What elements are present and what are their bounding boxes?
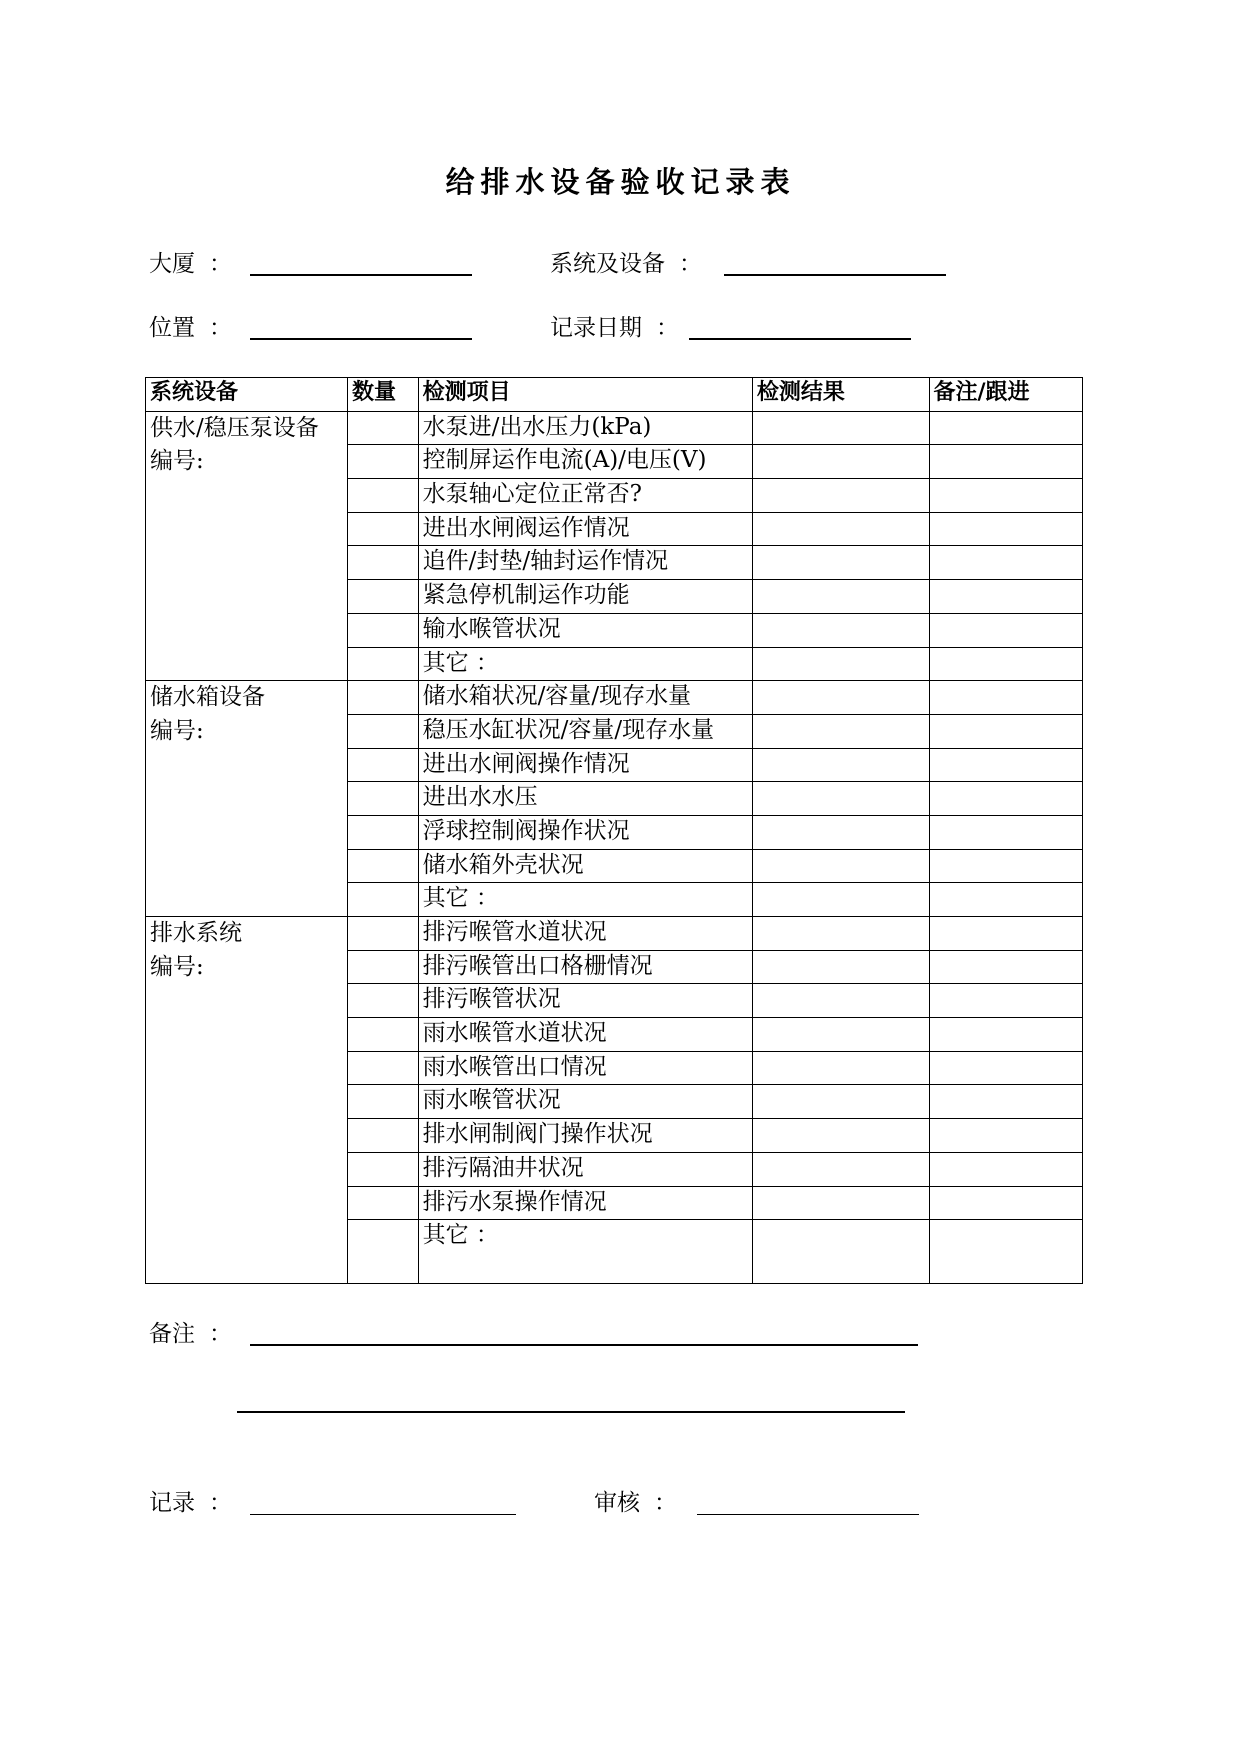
remarks-cell[interactable] bbox=[929, 681, 1083, 715]
recorder-colon: ： bbox=[209, 1490, 232, 1516]
check-result-cell[interactable] bbox=[752, 917, 929, 951]
check-item-cell: 排污喉管出口格栅情况 bbox=[418, 950, 752, 984]
check-item-cell: 进出水水压 bbox=[418, 782, 752, 816]
remarks-cell[interactable] bbox=[929, 512, 1083, 546]
check-item-cell: 排水闸制阀门操作状况 bbox=[418, 1119, 752, 1153]
reviewer-colon: ： bbox=[654, 1490, 677, 1516]
system-colon: ： bbox=[679, 251, 702, 277]
quantity-cell[interactable] bbox=[347, 782, 418, 816]
building-field bbox=[149, 246, 472, 278]
remarks-cell[interactable] bbox=[929, 815, 1083, 849]
location-input-line[interactable] bbox=[250, 336, 472, 340]
check-item-cell: 追件/封垫/轴封运作情况 bbox=[418, 546, 752, 580]
equipment-code-label: 编号: bbox=[150, 953, 204, 980]
check-result-cell[interactable] bbox=[752, 849, 929, 883]
notes-input-line-1[interactable] bbox=[250, 1344, 918, 1346]
recorder-field bbox=[149, 1485, 516, 1517]
check-item-cell: 雨水喉管出口情况 bbox=[418, 1051, 752, 1085]
quantity-cell[interactable] bbox=[347, 411, 418, 445]
date-field bbox=[550, 310, 911, 342]
remarks-cell[interactable] bbox=[929, 1152, 1083, 1186]
check-item-cell: 储水箱外壳状况 bbox=[418, 849, 752, 883]
check-item-cell: 其它 ： bbox=[418, 1220, 752, 1284]
check-result-cell[interactable] bbox=[752, 1119, 929, 1153]
system-name: 供水/稳压泵设备 bbox=[150, 414, 319, 441]
check-result-cell[interactable] bbox=[752, 714, 929, 748]
system-input-line[interactable] bbox=[724, 272, 946, 276]
quantity-cell[interactable] bbox=[347, 1220, 418, 1284]
check-result-cell[interactable] bbox=[752, 815, 929, 849]
check-item-cell: 稳压水缸状况/容量/现存水量 bbox=[418, 714, 752, 748]
quantity-cell[interactable] bbox=[347, 1119, 418, 1153]
check-item-cell: 控制屏运作电流(A)/电压(V) bbox=[418, 445, 752, 479]
check-item-cell: 进出水闸阀操作情况 bbox=[418, 748, 752, 782]
remarks-cell[interactable] bbox=[929, 950, 1083, 984]
quantity-cell[interactable] bbox=[347, 748, 418, 782]
notes-label: 备注 bbox=[149, 1321, 195, 1347]
quantity-cell[interactable] bbox=[347, 546, 418, 580]
remarks-cell[interactable] bbox=[929, 782, 1083, 816]
header-quantity: 数量 bbox=[347, 378, 418, 412]
check-item-cell: 输水喉管状况 bbox=[418, 613, 752, 647]
remarks-cell[interactable] bbox=[929, 647, 1083, 681]
remarks-cell[interactable] bbox=[929, 1085, 1083, 1119]
header-check-item: 检测项目 bbox=[418, 378, 752, 412]
header-check-result: 检测结果 bbox=[752, 378, 929, 412]
quantity-cell[interactable] bbox=[347, 613, 418, 647]
building-colon: ： bbox=[209, 251, 232, 277]
system-equipment-cell bbox=[146, 917, 348, 1284]
system-name: 储水箱设备 bbox=[150, 684, 265, 711]
remarks-cell[interactable] bbox=[929, 1186, 1083, 1220]
quantity-cell[interactable] bbox=[347, 580, 418, 614]
system-label: 系统及设备 bbox=[550, 251, 665, 277]
check-item-cell: 其它 ： bbox=[418, 647, 752, 681]
check-item-cell: 排污喉管状况 bbox=[418, 984, 752, 1018]
check-result-cell[interactable] bbox=[752, 1018, 929, 1052]
quantity-cell[interactable] bbox=[347, 445, 418, 479]
quantity-cell[interactable] bbox=[347, 1186, 418, 1220]
check-result-cell[interactable] bbox=[752, 748, 929, 782]
equipment-code-label: 编号: bbox=[150, 717, 204, 744]
check-result-cell[interactable] bbox=[752, 1186, 929, 1220]
date-colon: ： bbox=[656, 315, 679, 341]
quantity-cell[interactable] bbox=[347, 883, 418, 917]
check-result-cell[interactable] bbox=[752, 1220, 929, 1284]
check-item-cell: 紧急停机制运作功能 bbox=[418, 580, 752, 614]
reviewer-field bbox=[594, 1485, 919, 1517]
building-input-line[interactable] bbox=[250, 272, 472, 276]
notes-input-line-2[interactable] bbox=[237, 1411, 905, 1413]
check-item-cell: 水泵轴心定位正常否? bbox=[418, 479, 752, 513]
quantity-cell[interactable] bbox=[347, 681, 418, 715]
location-colon: ： bbox=[209, 315, 232, 341]
check-item-cell: 雨水喉管状况 bbox=[418, 1085, 752, 1119]
check-result-cell[interactable] bbox=[752, 883, 929, 917]
header-system-equipment: 系统设备 bbox=[146, 378, 348, 412]
check-result-cell[interactable] bbox=[752, 1085, 929, 1119]
check-item-cell: 排污喉管水道状况 bbox=[418, 917, 752, 951]
check-result-cell[interactable] bbox=[752, 1051, 929, 1085]
remarks-cell[interactable] bbox=[929, 1018, 1083, 1052]
recorder-input-line[interactable] bbox=[250, 1512, 516, 1515]
table-row bbox=[146, 917, 1083, 951]
reviewer-input-line[interactable] bbox=[697, 1512, 919, 1515]
system-field bbox=[550, 246, 946, 278]
quantity-cell[interactable] bbox=[347, 714, 418, 748]
table-body bbox=[146, 411, 1083, 1284]
table-header-row bbox=[146, 378, 1083, 412]
remarks-cell[interactable] bbox=[929, 445, 1083, 479]
check-result-cell[interactable] bbox=[752, 479, 929, 513]
remarks-cell[interactable] bbox=[929, 1051, 1083, 1085]
remarks-cell[interactable] bbox=[929, 883, 1083, 917]
remarks-cell[interactable] bbox=[929, 1220, 1083, 1284]
system-equipment-cell bbox=[146, 681, 348, 917]
check-item-cell: 其它 ： bbox=[418, 883, 752, 917]
check-result-cell[interactable] bbox=[752, 950, 929, 984]
check-result-cell[interactable] bbox=[752, 681, 929, 715]
location-field bbox=[149, 310, 472, 342]
date-label: 记录日期 bbox=[550, 315, 642, 341]
check-result-cell[interactable] bbox=[752, 580, 929, 614]
remarks-cell[interactable] bbox=[929, 546, 1083, 580]
check-item-cell: 浮球控制阀操作状况 bbox=[418, 815, 752, 849]
check-result-cell[interactable] bbox=[752, 512, 929, 546]
recorder-label: 记录 bbox=[149, 1490, 195, 1516]
reviewer-label: 审核 bbox=[594, 1490, 640, 1516]
quantity-cell[interactable] bbox=[347, 647, 418, 681]
quantity-cell[interactable] bbox=[347, 984, 418, 1018]
table-row bbox=[146, 411, 1083, 445]
remarks-cell[interactable] bbox=[929, 411, 1083, 445]
notes-colon: ： bbox=[209, 1321, 232, 1347]
form-title: 给排水设备验收记录表 bbox=[445, 165, 796, 199]
remarks-cell[interactable] bbox=[929, 580, 1083, 614]
inspection-table bbox=[145, 377, 1083, 1284]
equipment-code-label: 编号: bbox=[150, 448, 204, 475]
check-result-cell[interactable] bbox=[752, 1152, 929, 1186]
check-item-cell: 排污水泵操作情况 bbox=[418, 1186, 752, 1220]
check-result-cell[interactable] bbox=[752, 984, 929, 1018]
remarks-cell[interactable] bbox=[929, 984, 1083, 1018]
check-result-cell[interactable] bbox=[752, 546, 929, 580]
quantity-cell[interactable] bbox=[347, 512, 418, 546]
table-row bbox=[146, 681, 1083, 715]
building-label: 大厦 bbox=[149, 251, 195, 277]
header-remarks: 备注/跟进 bbox=[929, 378, 1083, 412]
location-label: 位置 bbox=[149, 315, 195, 341]
check-result-cell[interactable] bbox=[752, 647, 929, 681]
quantity-cell[interactable] bbox=[347, 1152, 418, 1186]
check-item-cell: 进出水闸阀运作情况 bbox=[418, 512, 752, 546]
remarks-cell[interactable] bbox=[929, 849, 1083, 883]
quantity-cell[interactable] bbox=[347, 815, 418, 849]
notes-field bbox=[149, 1320, 918, 1348]
remarks-cell[interactable] bbox=[929, 714, 1083, 748]
quantity-cell[interactable] bbox=[347, 1018, 418, 1052]
system-equipment-cell bbox=[146, 411, 348, 681]
remarks-cell[interactable] bbox=[929, 613, 1083, 647]
remarks-cell[interactable] bbox=[929, 748, 1083, 782]
quantity-cell[interactable] bbox=[347, 1085, 418, 1119]
check-item-cell: 排污隔油井状况 bbox=[418, 1152, 752, 1186]
check-item-cell: 雨水喉管水道状况 bbox=[418, 1018, 752, 1052]
date-input-line[interactable] bbox=[689, 336, 911, 340]
check-result-cell[interactable] bbox=[752, 782, 929, 816]
check-result-cell[interactable] bbox=[752, 445, 929, 479]
quantity-cell[interactable] bbox=[347, 950, 418, 984]
check-result-cell[interactable] bbox=[752, 613, 929, 647]
quantity-cell[interactable] bbox=[347, 917, 418, 951]
quantity-cell[interactable] bbox=[347, 849, 418, 883]
check-item-cell: 水泵进/出水压力(kPa) bbox=[418, 411, 752, 445]
system-name: 排水系统 bbox=[150, 920, 242, 946]
remarks-cell[interactable] bbox=[929, 1119, 1083, 1153]
check-result-cell[interactable] bbox=[752, 411, 929, 445]
quantity-cell[interactable] bbox=[347, 1051, 418, 1085]
quantity-cell[interactable] bbox=[347, 479, 418, 513]
remarks-cell[interactable] bbox=[929, 479, 1083, 513]
check-item-cell: 储水箱状况/容量/现存水量 bbox=[418, 681, 752, 715]
remarks-cell[interactable] bbox=[929, 917, 1083, 951]
